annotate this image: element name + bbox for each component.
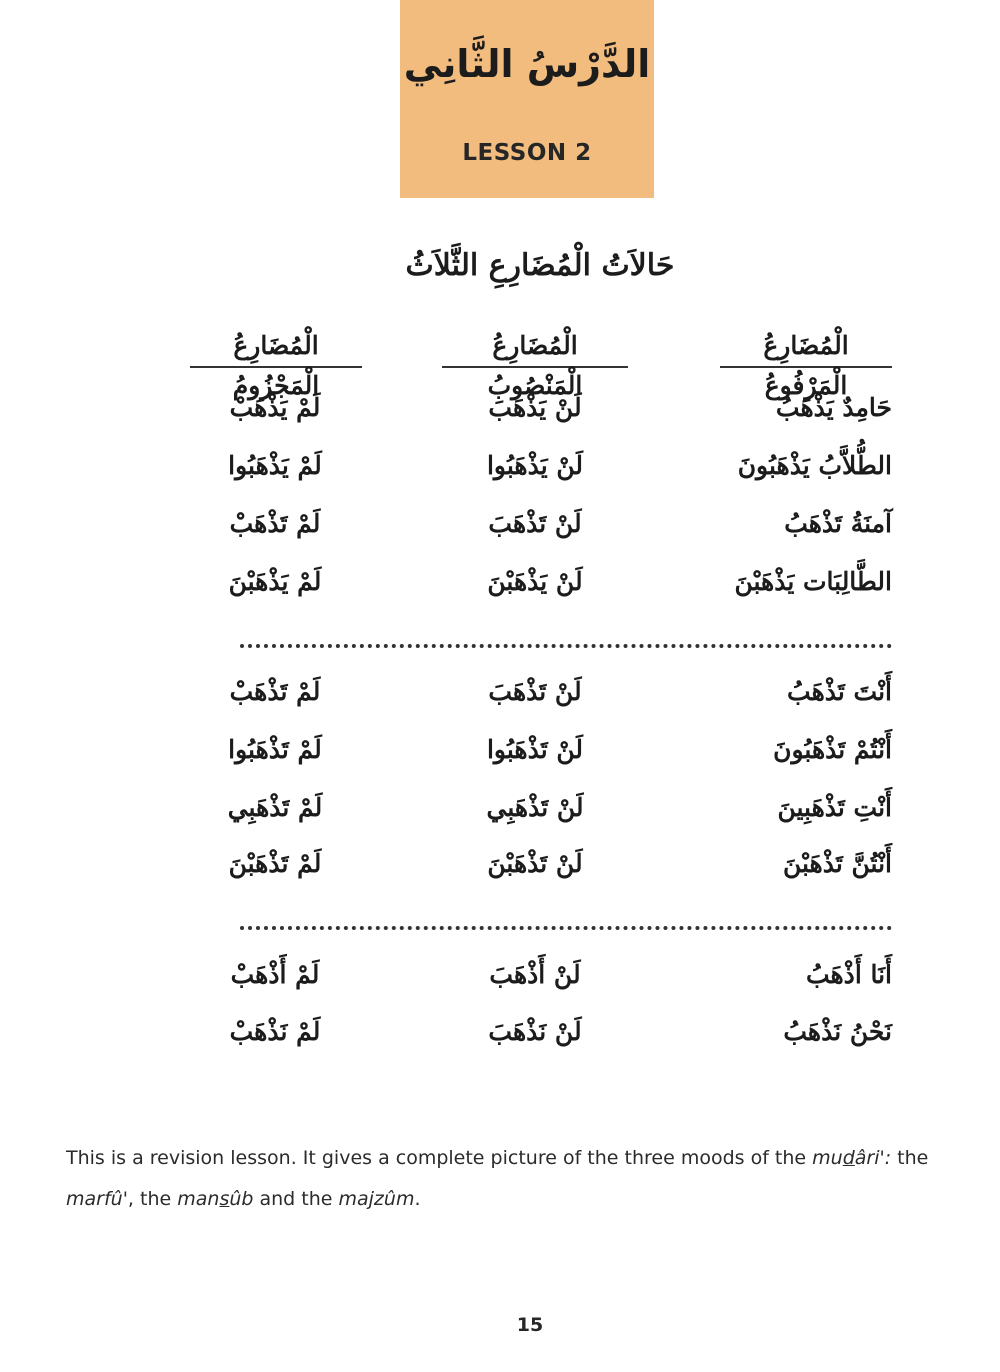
cell-marfu: حَامِدٌ يَذْهَبُ: [775, 393, 892, 422]
term-majzum: majzûm: [338, 1188, 415, 1210]
lesson-title-box: [400, 0, 654, 198]
cell-majzum: لَمْ تَذْهَبُوا: [228, 735, 322, 764]
cell-mansub: لَنْ أَذْهَبَ: [489, 960, 581, 989]
paragraph-text: the: [891, 1147, 929, 1169]
cell-mansub: لَنْ تَذْهَبِي: [486, 793, 584, 822]
cell-majzum: لَمْ يَذْهَبْنَ: [228, 567, 322, 596]
section-heading: حَالاَتُ الْمُضَارِعِ الثَّلاَثُ: [405, 248, 675, 283]
paragraph-text: and the: [253, 1188, 339, 1210]
column-header-marfu: الْمُضَارِعُ الْمَرْفُوعُ: [720, 326, 892, 368]
column-header-mansub: الْمُضَارِعُ الْمَنْصُوبُ: [442, 326, 628, 368]
dotted-separator: [240, 926, 892, 930]
paragraph-text: This is a revision lesson. It gives a complete picture of the three moods of the: [66, 1147, 813, 1169]
cell-marfu: أَنْتِ تَذْهَبِينَ: [777, 793, 892, 822]
cell-mansub: لَنْ يَذْهَبُوا: [486, 451, 584, 480]
term-mansub-part: man: [177, 1188, 220, 1210]
cell-mansub: لَنْ تَذْهَبُوا: [486, 735, 584, 764]
term-mudari-part: âri':: [854, 1147, 892, 1169]
cell-majzum: لَمْ نَذْهَبْ: [229, 1017, 321, 1046]
page-number: 15: [516, 1314, 544, 1336]
cell-marfu: أَنَا أَذْهَبُ: [805, 960, 892, 989]
cell-majzum: لَمْ يَذْهَبُوا: [228, 451, 322, 480]
cell-mansub: لَنْ تَذْهَبَ: [488, 509, 582, 538]
dotted-separator: [240, 644, 892, 648]
cell-mansub: لَنْ تَذْهَبْنَ: [487, 849, 583, 878]
cell-marfu: أَنْتُنَّ تَذْهَبْنَ: [782, 849, 892, 878]
lesson-title-arabic: الدَّرْسُ الثَّانِي: [403, 42, 651, 86]
column-header-majzum: الْمُضَارِعُ الْمَجْزُومُ: [190, 326, 362, 368]
cell-mansub: لَنْ نَذْهَبَ: [488, 1017, 582, 1046]
cell-marfu: نَحْنُ نَذْهَبُ: [783, 1017, 892, 1046]
term-mansub-underlined-letter: s: [219, 1188, 230, 1210]
cell-marfu: الطَّالِبَات يَذْهَبْنَ: [734, 567, 892, 596]
paragraph-text: .: [414, 1188, 421, 1210]
term-mansub-part: ûb: [229, 1188, 254, 1210]
term-marfu: marfû': [66, 1188, 128, 1210]
term-mansub: [177, 1188, 253, 1210]
cell-marfu: آمنَةُ تَذْهَبُ: [784, 509, 892, 538]
cell-mansub: لَنْ يَذْهَبَ: [488, 393, 582, 422]
cell-marfu: الطُّلاَّبُ يَذْهَبُونَ: [737, 451, 892, 480]
cell-majzum: لَمْ تَذْهَبْ: [229, 677, 321, 706]
cell-marfu: أَنْتَ تَذْهَبُ: [787, 677, 892, 706]
cell-marfu: أَنْتُمْ تَذْهَبُونَ: [773, 735, 892, 764]
explanation-paragraph: [66, 1138, 996, 1220]
cell-majzum: لَمْ تَذْهَبْ: [229, 509, 321, 538]
cell-majzum: لَمْ تَذْهَبْنَ: [228, 849, 322, 878]
term-mudari: [812, 1147, 891, 1169]
cell-majzum: لَمْ تَذْهَبِي: [227, 793, 323, 822]
cell-majzum: لَمْ يَذْهَبْ: [229, 393, 321, 422]
term-mudari-underlined-letter: d: [842, 1147, 855, 1169]
cell-mansub: لَنْ يَذْهَبْنَ: [487, 567, 583, 596]
paragraph-text: , the: [127, 1188, 178, 1210]
term-mudari-part: mu: [812, 1147, 843, 1169]
lesson-title-english: LESSON 2: [462, 140, 592, 166]
cell-majzum: لَمْ أَذْهَبْ: [230, 960, 320, 989]
cell-mansub: لَنْ تَذْهَبَ: [488, 677, 582, 706]
